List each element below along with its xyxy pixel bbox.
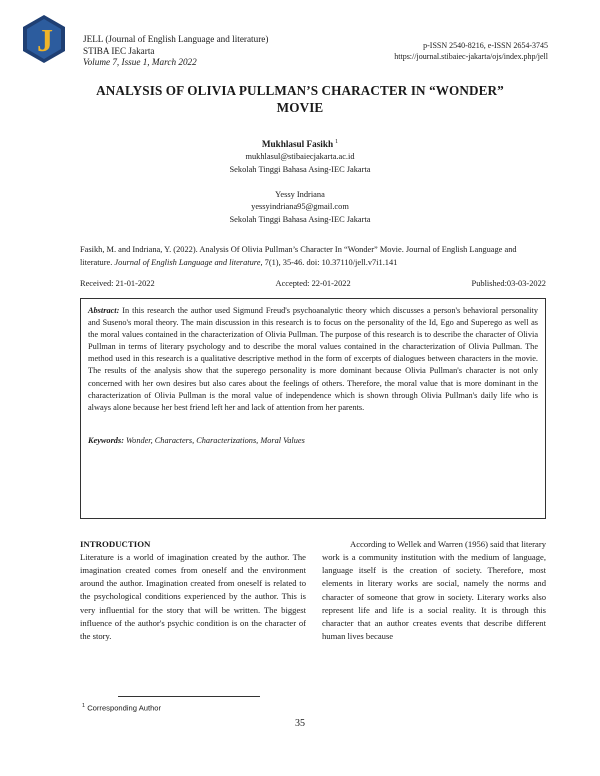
footnote	[82, 703, 161, 713]
footnote-mark: 1	[82, 703, 86, 709]
author-name: Yessy Indriana	[275, 190, 325, 200]
keywords	[88, 435, 538, 447]
abstract-box	[80, 298, 546, 519]
author-affiliation: Sekolah Tinggi Bahasa Asing-IEC Jakarta	[229, 214, 371, 224]
footnote-text: Corresponding Author	[87, 703, 162, 713]
abstract	[88, 305, 538, 414]
keywords-value: Wonder, Characters, Characterizations, Moral Values	[126, 435, 305, 445]
journal-url[interactable]: https://journal.stibaiec-jakarta/ojs/index.php/jell	[394, 52, 548, 61]
publisher: STIBA IEC Jakarta	[83, 45, 155, 56]
issn: p-ISSN 2540-8216, e-ISSN 2654-3745	[423, 41, 548, 50]
abstract-label: Abstract:	[88, 306, 120, 315]
page-number: 35	[295, 718, 305, 729]
citation-journal: Journal of English Language and literature	[114, 258, 261, 267]
citation-rest: , 7(1), 35-46. doi: 10.37110/jell.v7i1.141	[260, 258, 398, 267]
author-block	[0, 136, 600, 226]
author-email[interactable]: mukhlasul@stibaiecjakarta.ac.id	[245, 152, 355, 162]
paragraph: Literature is a world of imagination created by the author. The imagination created comes from oneself and the environment around the author. Imagination created from oneself is related to the psychological conditions experienced by the author. This is very influential for the story that will be written. The biggest influence of the author's psychic condition is on the character of the story.	[80, 552, 306, 641]
abstract-text: In this research the author used Sigmund Freud's psychoanalytic theory which discusses a person's behavioral personality and Suseno's moral theory. The main discussion in this research is to focus on the personality of the Id, Ego and Superego as well as the moral values contained in the characterization of Olivia Pullman. The purpose of this research is to describe the character of Olivia Pullman in terms of literary psychology and to describe the moral values contained in the characterization of Olivia Pullman. The method used in this research is a qualitative descriptive method in the form of excerpts of dialogues between characters in the movie. The results of the analysis show that the superego personality is more dominant because Olivia Pullman's character is not only concerned with her own desires but also cares about the feelings of others. Therefore, the moral value that is more dominant in the characterization of Olivia Pullman is the moral value of independence which is shown through Olivia Pullman's daily life who is always alone because her best friend left her and lack of attention from her parents.	[88, 306, 538, 412]
accepted-date: Accepted: 22-01-2022	[275, 279, 351, 288]
published-date: Published:03-03-2022	[471, 279, 546, 288]
section-heading: INTRODUCTION	[80, 539, 151, 549]
citation	[80, 243, 546, 269]
volume-issue: Volume 7, Issue 1, March 2022	[83, 57, 197, 68]
journal-name: JELL (Journal of English Language and literature)	[83, 34, 269, 44]
journal-logo	[22, 14, 66, 64]
article-dates	[80, 279, 546, 288]
received-date: Received: 21-01-2022	[80, 279, 155, 288]
paper-title: ANALYSIS OF OLIVIA PULLMAN’S CHARACTER IN “WONDER” MOVIE	[96, 83, 504, 115]
author-mark: 1	[335, 139, 339, 145]
citation-text: Fasikh, M. and Indriana, Y. (2022). Analysis Of Olivia Pullman’s Character In “Wonder” Movie. Journal of English Language and literature.	[80, 245, 517, 267]
column-right	[322, 538, 546, 643]
journal-header	[83, 34, 268, 69]
author-name: Mukhlasul Fasikh	[261, 138, 334, 149]
paragraph: According to Wellek and Warren (1956) said that literary work is a community institution with the medium of language, language itself is the creation of society. Therefore, most elements in literary works are social, namely the norms and character of someone that grow in society. Literary works also represent life and life is a social reality. It is through this character that an author creates events that describe different human lives because	[322, 539, 546, 642]
column-left	[80, 538, 306, 643]
author-affiliation: Sekolah Tinggi Bahasa Asing-IEC Jakarta	[229, 164, 371, 174]
author-email[interactable]: yessyindriana95@gmail.com	[251, 202, 349, 212]
keywords-label: Keywords:	[88, 435, 124, 445]
footnote-divider	[118, 696, 260, 697]
journal-identifiers	[394, 40, 548, 62]
logo-letter: J	[37, 22, 53, 58]
